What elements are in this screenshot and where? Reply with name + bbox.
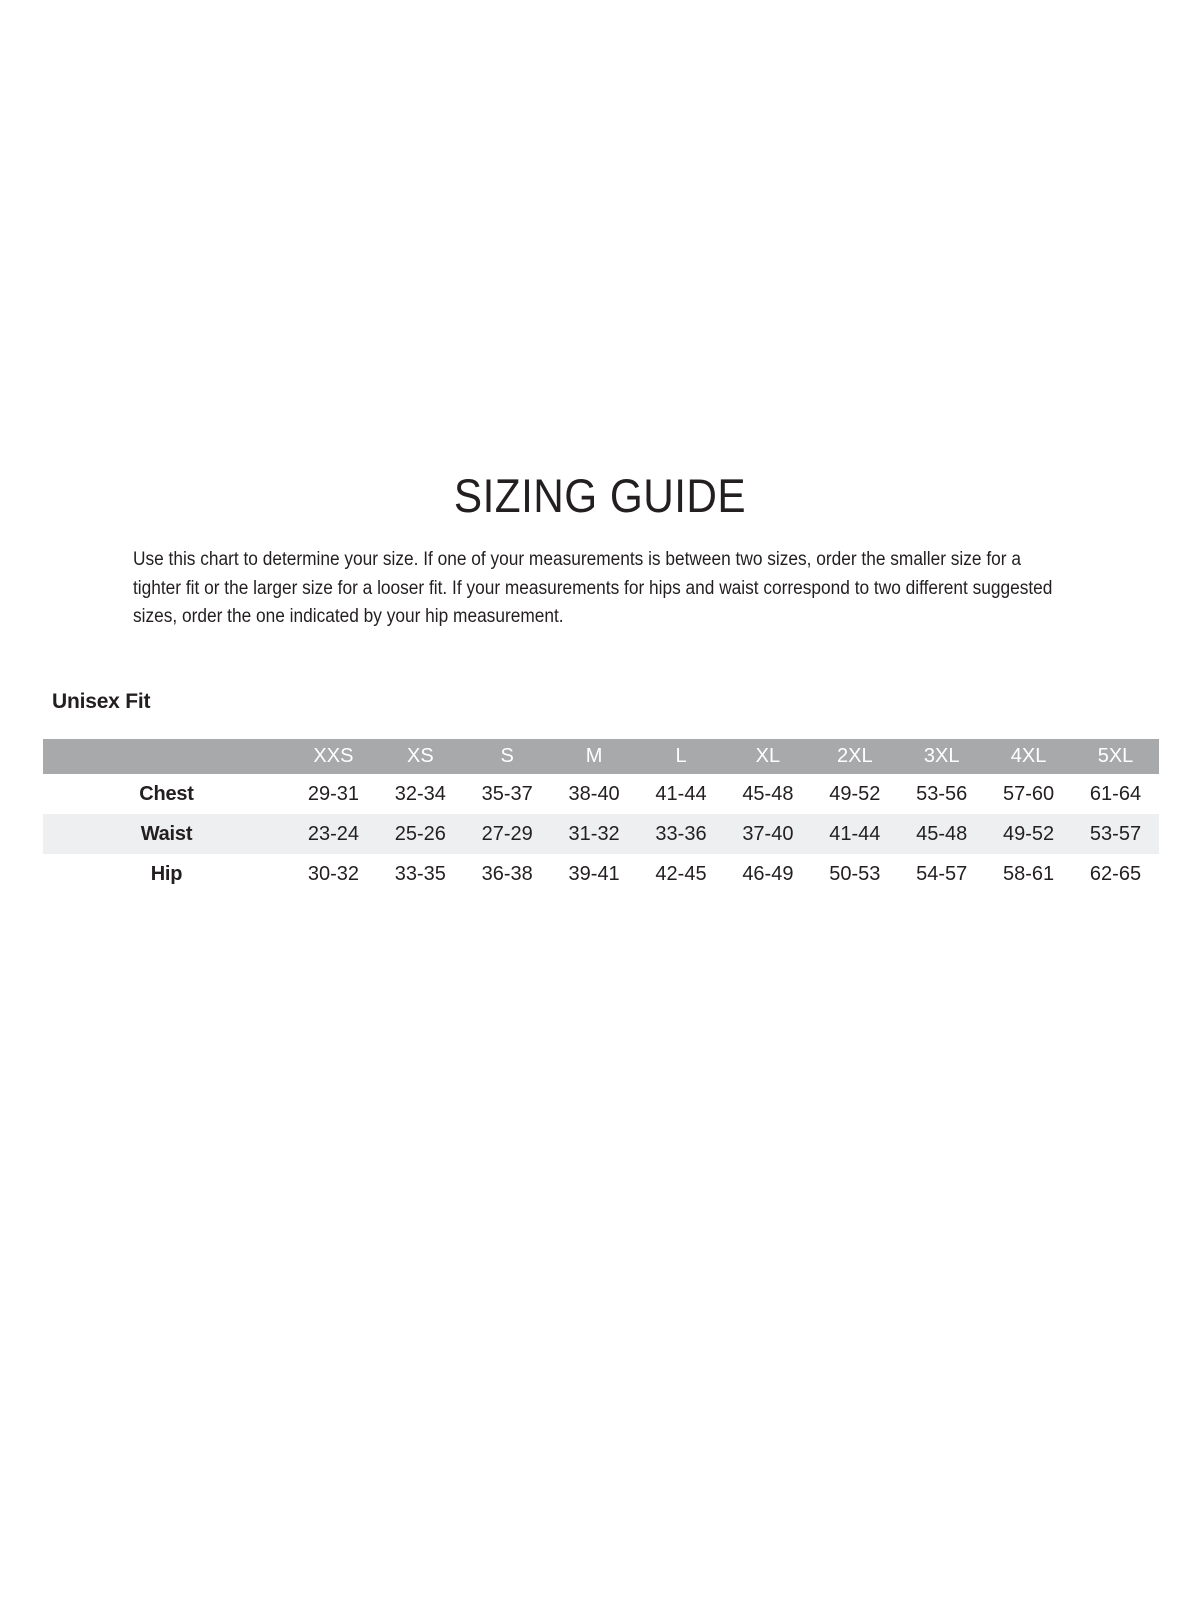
size-value-cell: 33-36 <box>655 822 707 845</box>
size-value-cell: 33-35 <box>394 862 446 885</box>
sizing-table <box>43 739 1159 894</box>
size-column-header-4xl: 4XL <box>985 739 1072 774</box>
size-value-cell: 32-34 <box>394 782 446 805</box>
size-value-cell: 37-40 <box>742 822 794 845</box>
size-value-cell: 23-24 <box>307 822 360 845</box>
size-column-header-5xl: 5XL <box>1072 739 1159 774</box>
size-value-cell: 62-65 <box>1089 862 1142 885</box>
measurement-row-waist <box>43 814 1159 854</box>
size-value-cell: 61-64 <box>1089 782 1142 805</box>
page-title: SIZING GUIDE <box>453 469 747 522</box>
size-value-cell: 53-56 <box>916 782 968 805</box>
measurement-row-hip <box>43 854 1159 894</box>
size-value-cell: 41-44 <box>829 822 881 845</box>
size-value-cell: 50-53 <box>829 862 881 885</box>
size-column-header-l: L <box>638 739 725 774</box>
size-value-cell: 25-26 <box>394 822 446 845</box>
size-column-header-3xl: 3XL <box>898 739 985 774</box>
size-value-cell: 42-45 <box>655 862 707 885</box>
row-label-chest: Chest <box>139 782 194 805</box>
size-value-cell: 39-41 <box>568 862 620 885</box>
size-column-header-xs: XS <box>377 739 464 774</box>
size-header-row <box>43 739 1159 774</box>
size-column-header-xl: XL <box>724 739 811 774</box>
section-heading-unisex-fit: Unisex Fit <box>52 690 151 713</box>
size-value-cell: 45-48 <box>742 782 794 805</box>
size-value-cell: 41-44 <box>655 782 707 805</box>
size-value-cell: 54-57 <box>916 862 968 885</box>
size-column-header-m: M <box>551 739 638 774</box>
size-value-cell: 49-52 <box>1002 822 1055 845</box>
corner-cell <box>43 739 290 774</box>
size-value-cell: 29-31 <box>307 782 360 805</box>
intro-paragraph: Use this chart to determine your size. If one of your measurements is between two sizes, order the smaller size for a tighter fit or the larger size for a looser fit. If your measurements for hips and waist correspond to two different suggested sizes, order the one indicated by your hip measurement. <box>133 549 1053 627</box>
row-label-waist: Waist <box>140 822 193 845</box>
measurement-row-chest <box>43 774 1159 814</box>
size-value-cell: 53-57 <box>1089 822 1142 845</box>
size-value-cell: 57-60 <box>1002 782 1055 805</box>
size-value-cell: 35-37 <box>481 782 533 805</box>
size-value-cell: 31-32 <box>568 822 620 845</box>
size-value-cell: 27-29 <box>481 822 533 845</box>
size-column-header-s: S <box>464 739 551 774</box>
size-value-cell: 49-52 <box>829 782 881 805</box>
size-value-cell: 30-32 <box>307 862 360 885</box>
size-value-cell: 58-61 <box>1002 862 1055 885</box>
size-value-cell: 45-48 <box>916 822 968 845</box>
row-label-hip: Hip <box>150 862 183 885</box>
size-value-cell: 38-40 <box>568 782 620 805</box>
size-value-cell: 46-49 <box>742 862 794 885</box>
size-column-header-xxs: XXS <box>290 739 377 774</box>
size-column-header-2xl: 2XL <box>811 739 898 774</box>
size-value-cell: 36-38 <box>481 862 533 885</box>
